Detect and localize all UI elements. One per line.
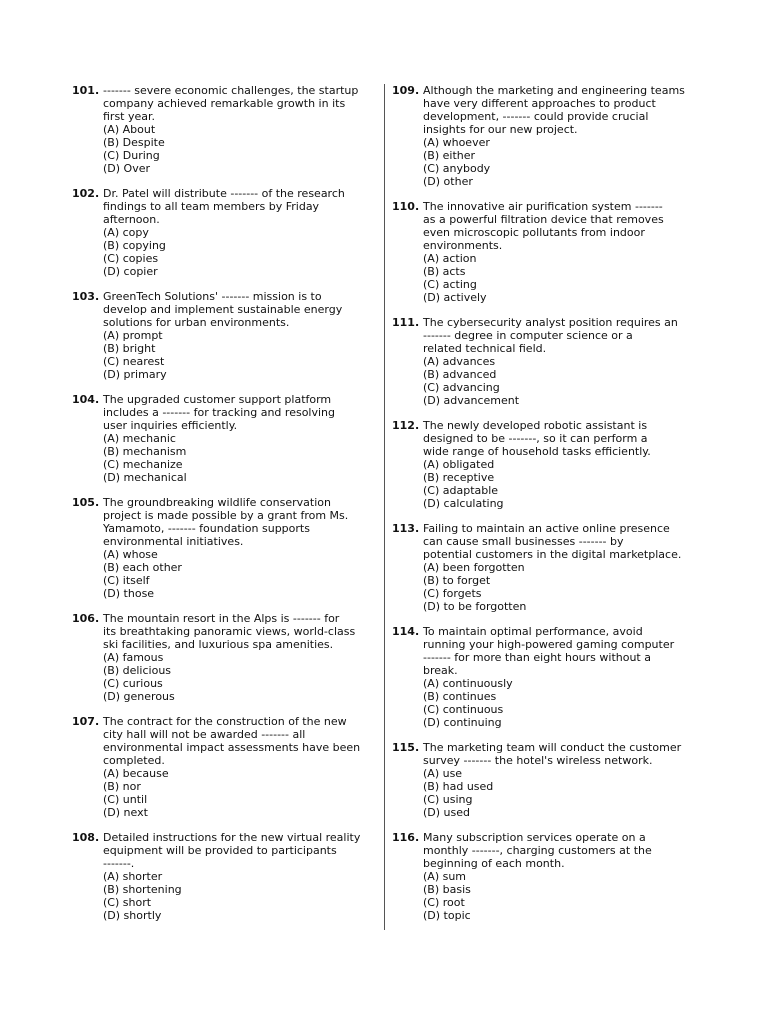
option-d: (D) topic	[423, 909, 471, 922]
option-d: (D) mechanical	[103, 471, 187, 484]
answer-options	[103, 651, 378, 703]
option-c: (C) copies	[103, 252, 159, 265]
option-c: (C) mechanize	[103, 458, 183, 471]
option-b: (B) mechanism	[103, 445, 187, 458]
option-a: (A) whose	[103, 548, 158, 561]
question-text: The innovative air purification system ------- as a powerful filtration device that removes even microscopic pollutants from indoor environments.	[423, 200, 664, 252]
question-number: 104.	[72, 393, 100, 406]
question-text: Although the marketing and engineering teams have very different approaches to product development, ------- could provide crucial insights for our new project.	[423, 84, 685, 136]
option-a: (A) prompt	[103, 329, 163, 342]
option-b: (B) nor	[103, 780, 141, 793]
question-text: Dr. Patel will distribute ------- of the research findings to all team members by Friday afternoon.	[103, 187, 345, 226]
option-c: (C) continuous	[423, 703, 504, 716]
question-number: 114.	[392, 625, 420, 638]
option-d: (D) continuing	[423, 716, 502, 729]
answer-options	[423, 252, 698, 304]
option-a: (A) obligated	[423, 458, 495, 471]
question-text: The upgraded customer support platform includes a ------- for tracking and resolving user inquiries efficiently.	[103, 393, 335, 432]
question-text: Failing to maintain an active online presence can cause small businesses ------- by potential customers in the digital marketplace.	[423, 522, 682, 561]
option-a: (A) mechanic	[103, 432, 176, 445]
option-a: (A) use	[423, 767, 463, 780]
question-102	[72, 187, 378, 278]
question-115	[392, 741, 698, 819]
option-a: (A) because	[103, 767, 169, 780]
question-text: To maintain optimal performance, avoid running your high-powered gaming computer ------- for more than eight hours without a break.	[423, 625, 675, 677]
question-101	[72, 84, 378, 175]
question-number: 111.	[392, 316, 420, 329]
option-c: (C) root	[423, 896, 465, 909]
option-c: (C) using	[423, 793, 473, 806]
option-d: (D) primary	[103, 368, 167, 381]
answer-options	[103, 870, 378, 922]
question-114	[392, 625, 698, 729]
option-b: (B) had used	[423, 780, 494, 793]
answer-options	[423, 870, 698, 922]
question-103	[72, 290, 378, 381]
option-a: (A) action	[423, 252, 477, 265]
question-105	[72, 496, 378, 600]
answer-options	[423, 458, 698, 510]
question-108	[72, 831, 378, 922]
question-number: 101.	[72, 84, 100, 97]
option-b: (B) delicious	[103, 664, 172, 677]
option-c: (C) curious	[103, 677, 163, 690]
option-d: (D) shortly	[103, 909, 162, 922]
option-d: (D) used	[423, 806, 471, 819]
option-d: (D) those	[103, 587, 155, 600]
column-divider	[384, 84, 385, 930]
option-a: (A) About	[103, 123, 156, 136]
question-111	[392, 316, 698, 407]
option-a: (A) advances	[423, 355, 496, 368]
question-text: GreenTech Solutions' ------- mission is to develop and implement sustainable energy solutions for urban environments.	[103, 290, 343, 329]
answer-options	[423, 136, 698, 188]
option-d: (D) advancement	[423, 394, 520, 407]
option-b: (B) Despite	[103, 136, 165, 149]
option-c: (C) itself	[103, 574, 150, 587]
option-d: (D) Over	[103, 162, 151, 175]
option-b: (B) to forget	[423, 574, 491, 587]
option-a: (A) shorter	[103, 870, 163, 883]
question-number: 113.	[392, 522, 420, 535]
answer-options	[103, 123, 378, 175]
answer-options	[423, 767, 698, 819]
option-d: (D) generous	[103, 690, 175, 703]
option-c: (C) advancing	[423, 381, 500, 394]
question-text: The marketing team will conduct the customer survey ------- the hotel's wireless network.	[423, 741, 682, 767]
answer-options	[423, 561, 698, 613]
question-text: Detailed instructions for the new virtual reality equipment will be provided to participants -------.	[103, 831, 361, 870]
option-b: (B) acts	[423, 265, 466, 278]
question-107	[72, 715, 378, 819]
question-112	[392, 419, 698, 510]
answer-options	[103, 226, 378, 278]
question-106	[72, 612, 378, 703]
question-110	[392, 200, 698, 304]
option-b: (B) basis	[423, 883, 471, 896]
option-c: (C) forgets	[423, 587, 482, 600]
question-text: The newly developed robotic assistant is designed to be -------, so it can perform a wide range of household tasks efficiently.	[423, 419, 651, 458]
right-question-column	[392, 84, 698, 922]
question-number: 115.	[392, 741, 420, 754]
option-c: (C) until	[103, 793, 148, 806]
option-c: (C) acting	[423, 278, 477, 291]
option-c: (C) During	[103, 149, 160, 162]
question-text: The cybersecurity analyst position requires an ------- degree in computer science or a related technical field.	[423, 316, 678, 355]
option-d: (D) calculating	[423, 497, 504, 510]
option-c: (C) short	[103, 896, 152, 909]
answer-options	[423, 677, 698, 729]
option-a: (A) sum	[423, 870, 467, 883]
answer-options	[103, 767, 378, 819]
option-d: (D) actively	[423, 291, 487, 304]
option-a: (A) whoever	[423, 136, 490, 149]
option-d: (D) copier	[103, 265, 158, 278]
question-number: 107.	[72, 715, 100, 728]
option-b: (B) receptive	[423, 471, 495, 484]
answer-options	[423, 355, 698, 407]
option-b: (B) either	[423, 149, 476, 162]
option-b: (B) copying	[103, 239, 166, 252]
question-109	[392, 84, 698, 188]
option-b: (B) each other	[103, 561, 182, 574]
question-number: 106.	[72, 612, 100, 625]
question-number: 103.	[72, 290, 100, 303]
option-d: (D) next	[103, 806, 148, 819]
option-b: (B) advanced	[423, 368, 497, 381]
question-number: 102.	[72, 187, 100, 200]
question-113	[392, 522, 698, 613]
question-number: 105.	[72, 496, 100, 509]
question-text: The mountain resort in the Alps is ------- for its breathtaking panoramic views, world-class ski facilities, and luxurious spa amenities.	[103, 612, 356, 651]
option-b: (B) shortening	[103, 883, 182, 896]
option-d: (D) to be forgotten	[423, 600, 527, 613]
question-number: 116.	[392, 831, 420, 844]
answer-options	[103, 432, 378, 484]
option-a: (A) copy	[103, 226, 149, 239]
question-number: 109.	[392, 84, 420, 97]
answer-options	[103, 329, 378, 381]
option-a: (A) continuously	[423, 677, 513, 690]
option-b: (B) continues	[423, 690, 497, 703]
question-number: 108.	[72, 831, 100, 844]
question-text: Many subscription services operate on a monthly -------, charging customers at the beginning of each month.	[423, 831, 652, 870]
question-number: 112.	[392, 419, 420, 432]
question-text: ------- severe economic challenges, the startup company achieved remarkable growth in its first year.	[103, 84, 359, 123]
option-b: (B) bright	[103, 342, 156, 355]
option-a: (A) been forgotten	[423, 561, 525, 574]
option-c: (C) anybody	[423, 162, 491, 175]
question-text: The groundbreaking wildlife conservation project is made possible by a grant from Ms. Yamamoto, ------- foundation supports environmental initiatives.	[103, 496, 349, 548]
option-c: (C) adaptable	[423, 484, 499, 497]
left-question-column	[72, 84, 378, 922]
answer-options	[103, 548, 378, 600]
option-a: (A) famous	[103, 651, 164, 664]
option-d: (D) other	[423, 175, 473, 188]
option-c: (C) nearest	[103, 355, 165, 368]
question-116	[392, 831, 698, 922]
question-104	[72, 393, 378, 484]
question-number: 110.	[392, 200, 420, 213]
question-text: The contract for the construction of the new city hall will not be awarded ------- all environmental impact assessments have been completed.	[103, 715, 361, 767]
